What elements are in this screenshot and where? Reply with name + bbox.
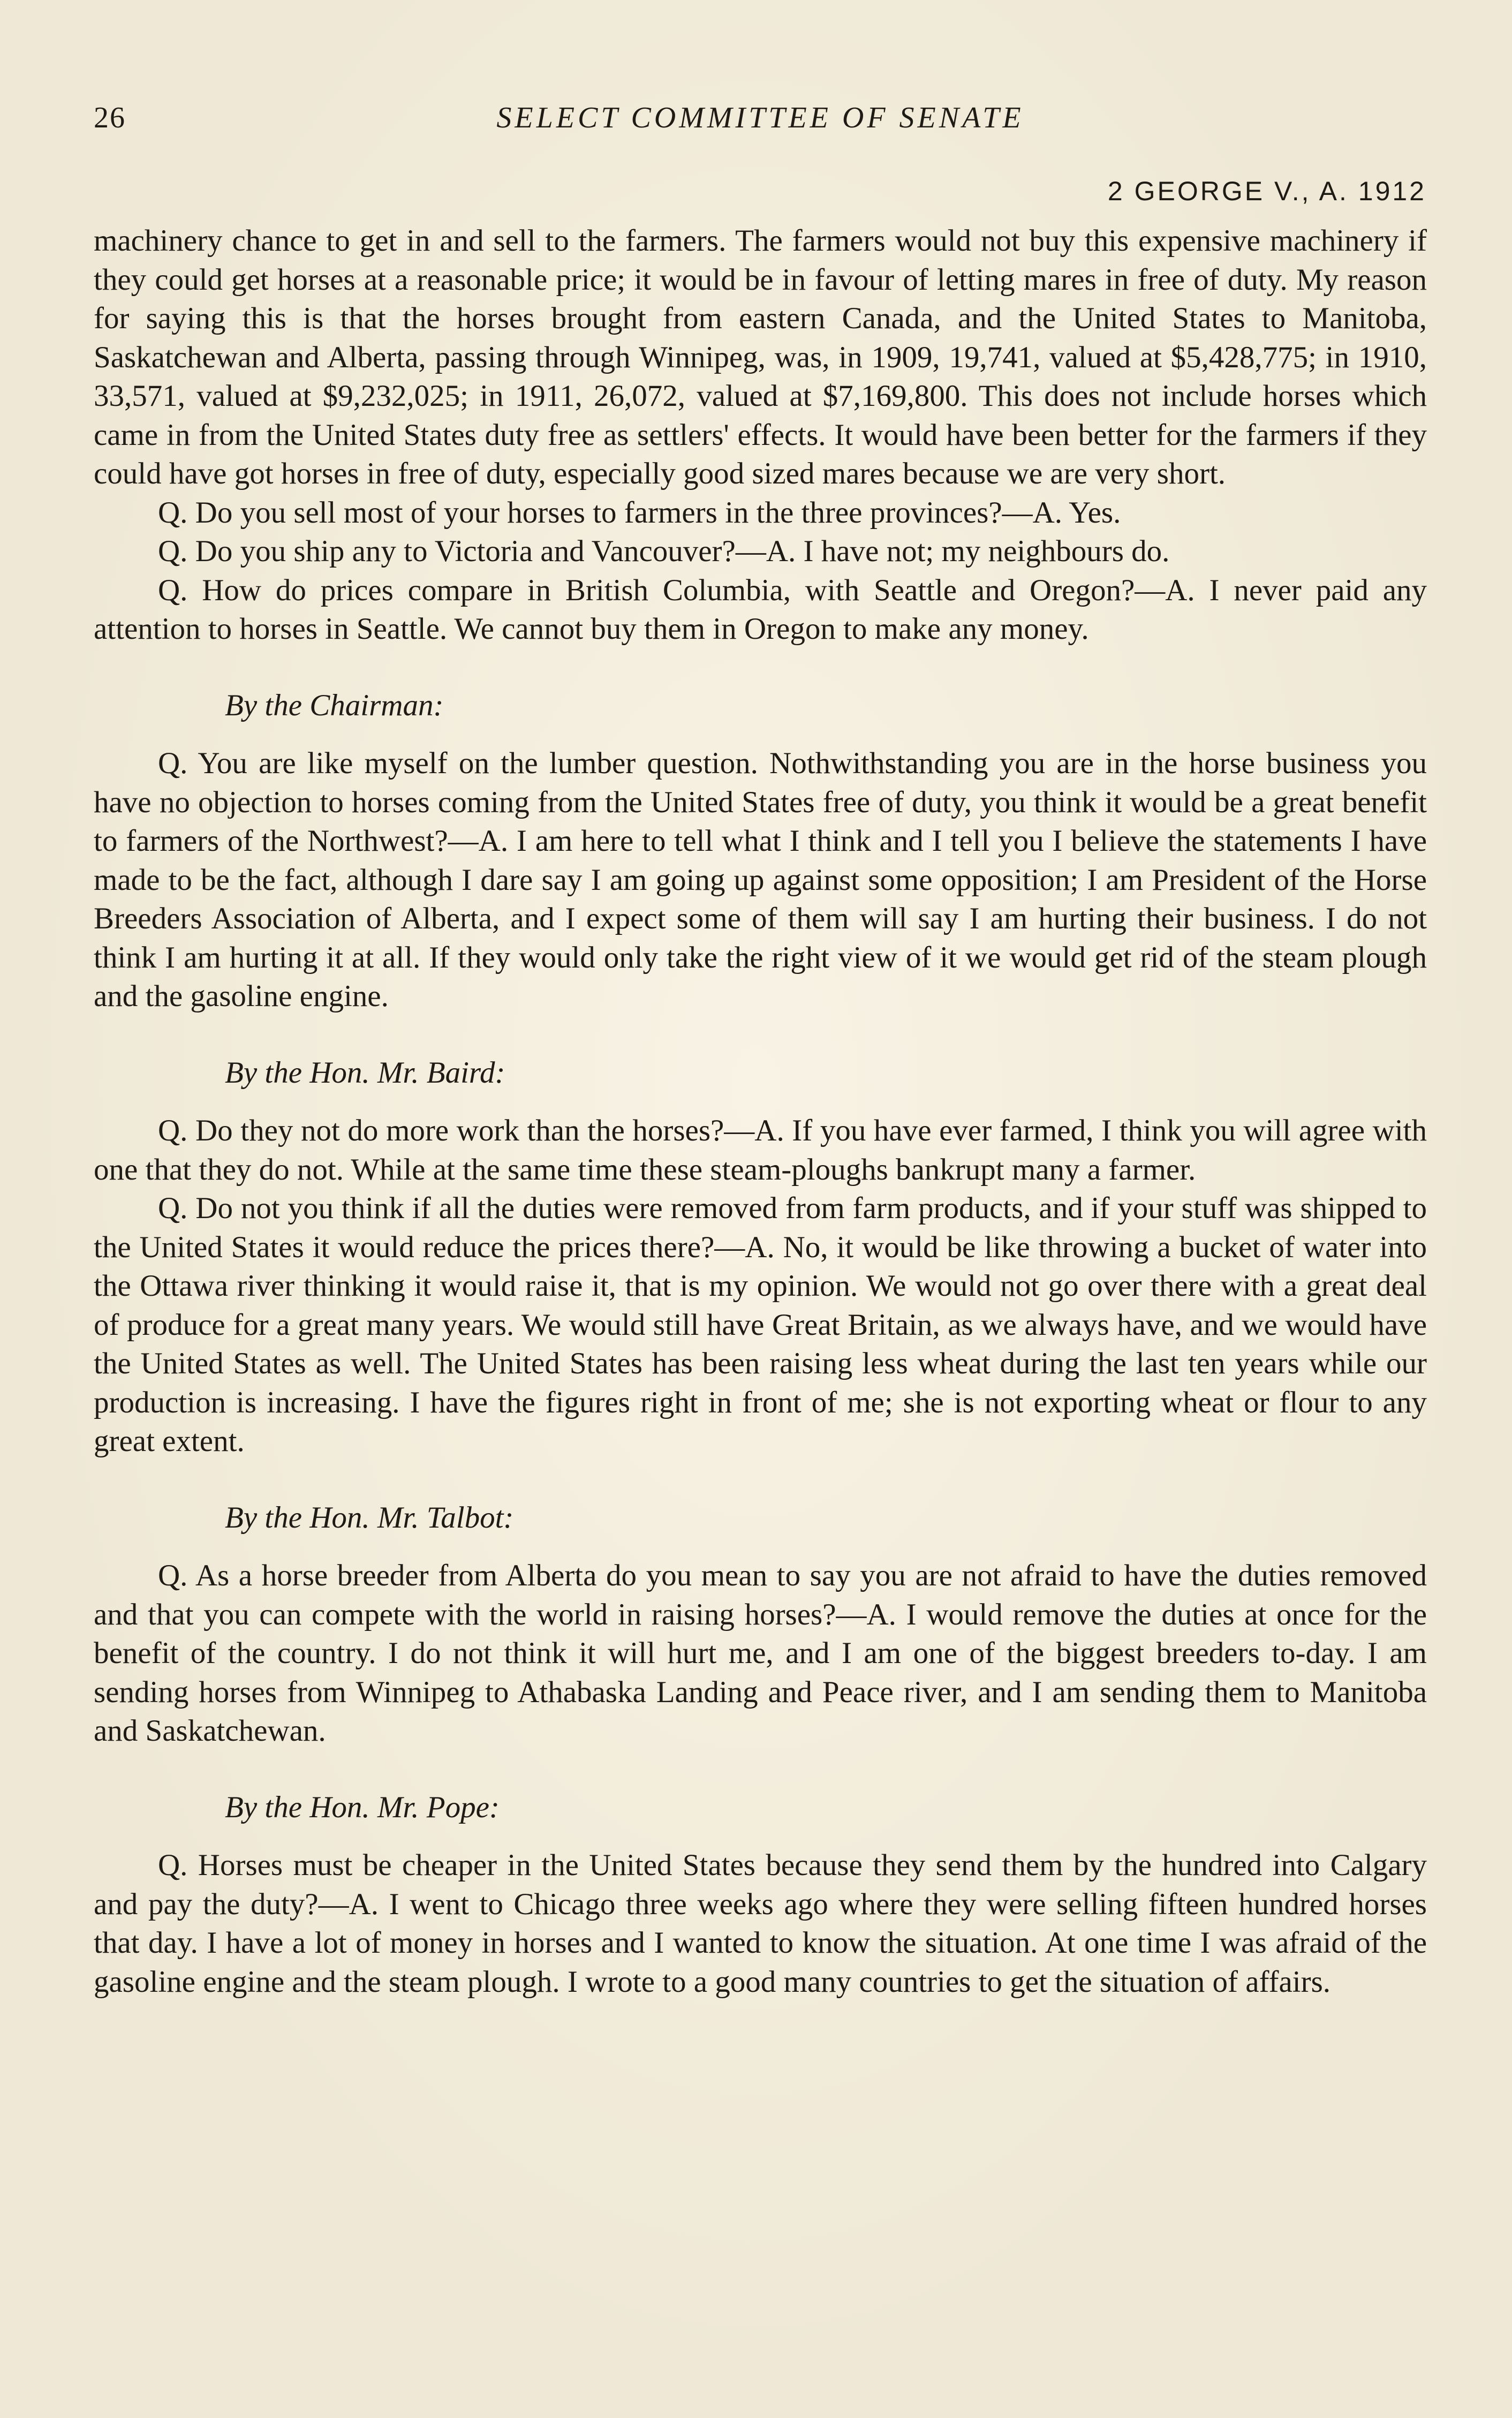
document-body [94,222,1427,2001]
speaker-heading: By the Hon. Mr. Pope: [225,1790,500,1824]
question-answer: Q. As a horse breeder from Alberta do you mean to say you are not afraid to have the duties removed and that you can compete with the world in raising horses?—A. I would remove the duties at once for the benefit of the country. I do not think it will hurt me, and I am one of the biggest breeders to-day. I am sending horses from Winnipeg to Athabaska Landing and Peace river, and I am sending them to Manitoba and Saskatchewan. [94,1559,1427,1748]
question-answer: Q. Do not you think if all the duties were removed from farm products, and if your stuff was shipped to the United States it would reduce the prices there?—A. No, it would be like throwing a bucket of water into the Ottawa river thinking it would raise it, that is my opinion. We would not go over there with a great deal of produce for a great many years. We would still have Great Britain, as we always have, and we would have the United States as well. The United States has been raising less wheat during the last ten years while our production is increasing. I have the figures right in front of me; she is not exporting wheat or flour to any great extent. [94,1191,1427,1458]
question-answer: Q. Do you sell most of your horses to farmers in the three provinces?—A. Yes. [158,495,1121,530]
page-header [94,101,1427,143]
speaker-heading: By the Hon. Mr. Talbot: [225,1500,514,1535]
question-answer: Q. Do you ship any to Victoria and Vancouver?—A. I have not; my neighbours do. [158,534,1170,568]
question-answer: Q. How do prices compare in British Columbia, with Seattle and Oregon?—A. I never paid any attention to horses in Seattle. We cannot buy them in Oregon to make any money. [94,573,1427,646]
session-line: 2 GEORGE V., A. 1912 [1107,176,1426,206]
question-answer: Q. Do they not do more work than the horses?—A. If you have ever farmed, I think you will agree with one that they do not. While at the same time these steam-ploughs bankrupt many a farmer. [94,1114,1427,1187]
speaker-heading: By the Chairman: [225,688,444,722]
paragraph: machinery chance to get in and sell to the farmers. The farmers would not buy this expensive machinery if they could get horses at a reasonable price; it would be in favour of letting mares in free of duty. My reason for saying this is that the horses brought from eastern Canada, and the United States to Manitoba, Saskatchewan and Alberta, passing through Winnipeg, was, in 1909, 19,741, valued at $5,428,775; in 1910, 33,571, valued at $9,232,025; in 1911, 26,072, valued at $7,169,800. This does not include horses which came in from the United States duty free as settlers' effects. It would have been better for the farmers if they could have got horses in free of duty, especially good sized mares because we are very short. [94,224,1427,490]
question-answer: Q. You are like myself on the lumber question. Nothwithstanding you are in the horse business you have no objection to horses coming from the United States free of duty, you think it would be a great benefit to farmers of the Northwest?—A. I am here to tell what I think and I tell you I believe the statements I have made to be the fact, although I dare say I am going up against some opposition; I am President of the Horse Breeders Association of Alberta, and I expect some of them will say I am hurting their business. I do not think I am hurting it at all. If they would only take the right view of it we would get rid of the steam plough and the gasoline engine. [94,746,1427,1013]
speaker-heading: By the Hon. Mr. Baird: [225,1055,505,1090]
running-head: SELECT COMMITTEE OF SENATE [496,101,1024,134]
question-answer: Q. Horses must be cheaper in the United States because they send them by the hundred into Calgary and pay the duty?—A. I went to Chicago three weeks ago where they were selling fifteen hundred horses that day. I have a lot of money in horses and I wanted to know the situation. At one time I was afraid of the gasoline engine and the steam plough. I wrote to a good many countries to get the situation of affairs. [94,1848,1427,1999]
page-number: 26 [94,101,126,134]
